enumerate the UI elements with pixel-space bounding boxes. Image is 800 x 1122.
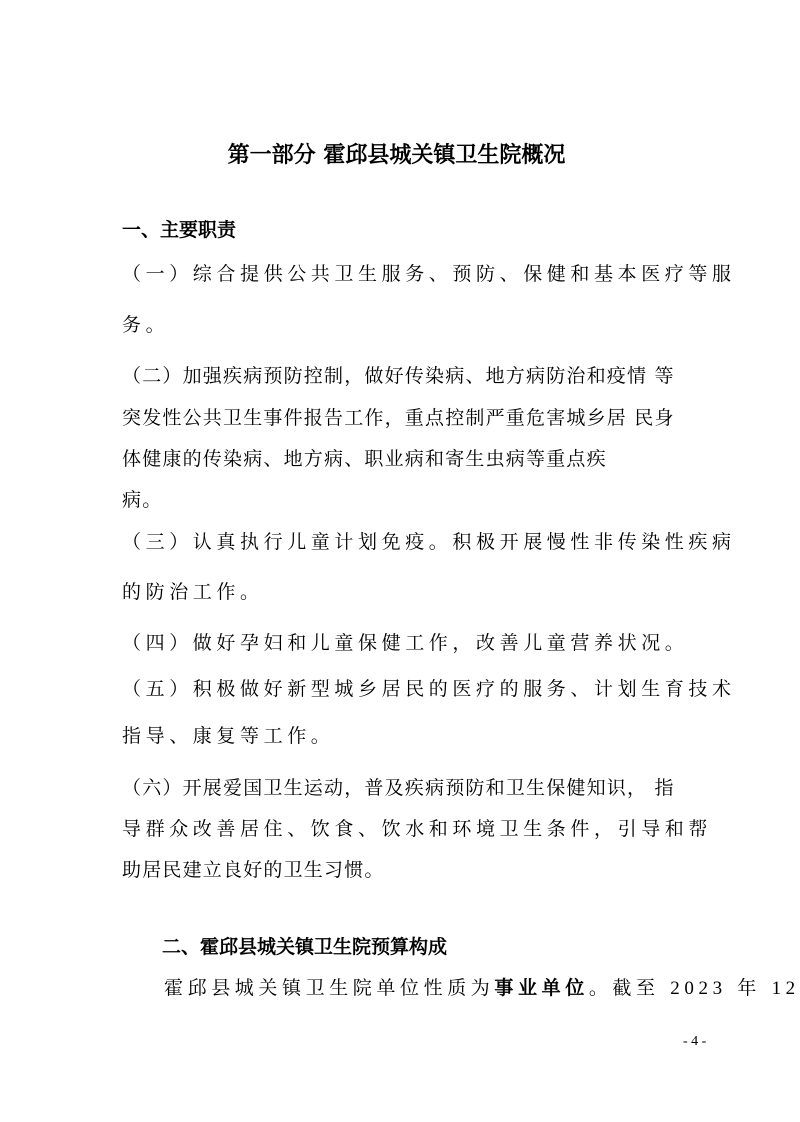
budget-paragraph <box>164 976 800 1001</box>
duty-item-2-line-4: 病。 <box>122 489 163 511</box>
duty-item-1-line-1: （一）综合提供公共卫生服务、预防、保健和基本医疗等服 <box>122 263 736 285</box>
duty-item-6-line-1: （六）开展爱国卫生运动，普及疾病预防和卫生保健知识， 指 <box>122 777 675 799</box>
unit-nature-bold: 事业单位 <box>494 977 589 999</box>
budget-year-unit: 年 <box>737 977 761 999</box>
duty-item-3-line-2: 的防治工作。 <box>122 581 264 603</box>
duty-item-3-line-1: （三）认真执行儿童计划免疫。积极开展慢性非传染性疾病 <box>122 531 736 553</box>
duty-item-4-line-1: （四）做好孕妇和儿童保健工作，改善儿童营养状况。 <box>122 632 689 654</box>
duty-item-1-line-2: 务。 <box>122 314 170 336</box>
budget-year: 2023 <box>670 978 727 999</box>
budget-month: 12 <box>771 978 800 999</box>
page-number: - 4 - <box>683 1034 707 1049</box>
budget-text-after: 。截至 <box>588 977 660 999</box>
page-title: 第一部分 霍邱县城关镇卫生院概况 <box>227 143 566 168</box>
duty-item-6-line-3: 助居民建立良好的卫生习惯。 <box>122 859 385 881</box>
duty-item-2-line-3: 体健康的传染病、地方病、职业病和寄生虫病等重点疾 <box>122 448 607 470</box>
duty-item-6-line-2: 导群众改善居住、饮食、饮水和环境卫生条件，引导和帮 <box>122 818 713 840</box>
duty-item-5-line-2: 指导、康复等工作。 <box>122 725 335 747</box>
section-heading-duties: 一、主要职责 <box>122 219 237 241</box>
budget-text-before: 霍邱县城关镇卫生院单位性质为 <box>164 977 495 999</box>
duty-item-2-line-1: （二）加强疾病预防控制，做好传染病、地方病防治和疫情 等 <box>122 365 675 387</box>
duty-item-5-line-1: （五）积极做好新型城乡居民的医疗的服务、计划生育技术 <box>122 678 736 700</box>
duty-item-2-line-2: 突发性公共卫生事件报告工作，重点控制严重危害城乡居 民身 <box>122 407 675 429</box>
section-heading-budget: 二、霍邱县城关镇卫生院预算构成 <box>162 936 448 958</box>
